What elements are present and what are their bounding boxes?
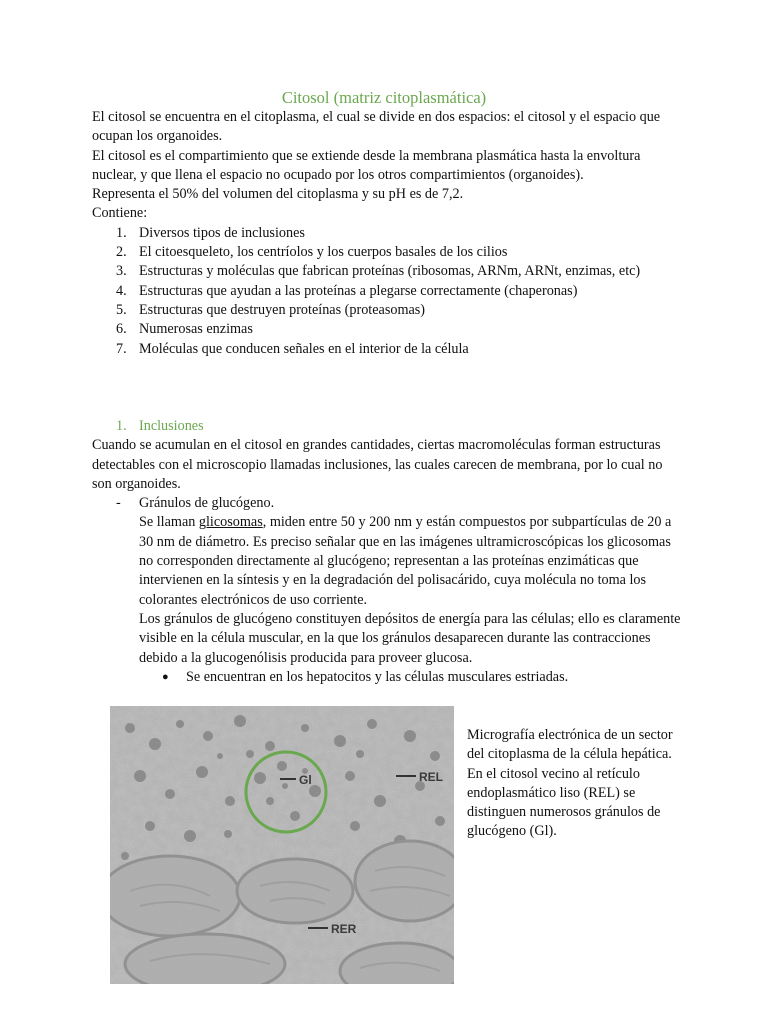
- list-item: [92, 224, 682, 243]
- list-text: Estructuras y moléculas que fabrican proteínas (ribosomas, ARNm, ARNt, enzimas, etc): [139, 263, 641, 280]
- contents-list: [92, 224, 682, 359]
- list-number: 7.: [116, 340, 127, 357]
- figure-caption: Micrografía electrónica de un sector del citoplasma de la célula hepática. En el citosol vecino al retículo endoplasmático liso (REL) se distinguen numerosos gránulos de glucógeno (Gl).: [467, 727, 673, 840]
- item-description-2: Los gránulos de glucógeno constituyen depósitos de energía para las células; ello es claramente visible en la célula muscular, en la que los gránulos desaparecen durante las contracciones debido a la glucogenólisis producida para proveer glucosa.: [139, 610, 681, 666]
- list-number: 3.: [116, 263, 127, 280]
- list-text: Diversos tipos de inclusiones: [139, 224, 305, 241]
- term-glicosomas: glicosomas: [198, 514, 263, 531]
- list-text: El citoesqueleto, los centríolos y los cuerpos basales de los cilios: [139, 244, 508, 261]
- list-number: 1.: [116, 224, 127, 241]
- label-gl: Gl: [299, 773, 312, 787]
- bullet-text: Se encuentran en los hepatocitos y las células musculares estriadas.: [186, 668, 569, 685]
- section-heading-text: Inclusiones: [139, 418, 204, 434]
- list-text: Moléculas que conducen señales en el interior de la célula: [139, 340, 469, 357]
- list-number: 5.: [116, 301, 127, 318]
- bullet-item: [92, 668, 682, 687]
- intro-paragraph-4: Contiene:: [92, 205, 148, 222]
- item-text-pre: Se llaman: [139, 514, 199, 531]
- label-rel: REL: [419, 770, 443, 784]
- section-number: 1.: [116, 418, 127, 434]
- list-item: [92, 301, 682, 320]
- page-title: Citosol (matriz citoplasmática): [281, 88, 487, 107]
- section-inclusiones: [92, 417, 682, 687]
- intro-paragraph-2: El citosol es el compartimiento que se extiende desde la membrana plasmática hasta la envoltura nuclear, y que llena el espacio no ocupado por los otros compartimientos (organoides).: [92, 147, 641, 183]
- micrograph-image: [110, 706, 454, 984]
- list-item: [92, 262, 682, 281]
- dash-item-title: [92, 494, 682, 513]
- item-description: [92, 513, 682, 609]
- electron-micrograph: [110, 706, 454, 984]
- section-heading: [92, 417, 682, 436]
- list-number: 4.: [116, 282, 127, 299]
- list-text: Numerosas enzimas: [139, 321, 253, 338]
- list-text: Estructuras que ayudan a las proteínas a plegarse correctamente (chaperonas): [139, 282, 578, 299]
- intro-block: [92, 108, 682, 359]
- dash-marker: -: [116, 495, 121, 512]
- intro-paragraph-3: Representa el 50% del volumen del citoplasma y su pH es de 7,2.: [92, 186, 464, 203]
- label-rer: RER: [331, 922, 357, 936]
- list-number: 6.: [116, 321, 127, 338]
- list-item: [92, 340, 682, 359]
- list-item: [92, 282, 682, 301]
- section-paragraph: Cuando se acumulan en el citosol en grandes cantidades, ciertas macromoléculas forman estructuras detectables con el microscopio llamadas inclusiones, las cuales carecen de membrana, por lo cual no son organoides.: [92, 437, 663, 492]
- intro-paragraph-1: El citosol se encuentra en el citoplasma, el cual se divide en dos espacios: el citosol y el espacio que ocupan los organoides.: [92, 109, 661, 145]
- list-text: Estructuras que destruyen proteínas (proteasomas): [139, 301, 426, 318]
- item-text-post: , miden entre 50 y 200 nm y están compuestos por subpartículas de 20 a 30 nm de diámetro. Es preciso señalar que en las imágenes ultramicroscópicas los glicosomas no corresponden directamente al glucógeno; representan a las proteínas enzimáticas que intervienen en la síntesis y en la degradación del polisacárido, cuya molécula no toma los colorantes electrónicos de uso corriente.: [139, 514, 672, 608]
- item-title: Gránulos de glucógeno.: [139, 495, 275, 512]
- list-number: 2.: [116, 244, 127, 261]
- list-item: [92, 320, 682, 339]
- bullet-icon: ●: [162, 670, 169, 683]
- list-item: [92, 243, 682, 262]
